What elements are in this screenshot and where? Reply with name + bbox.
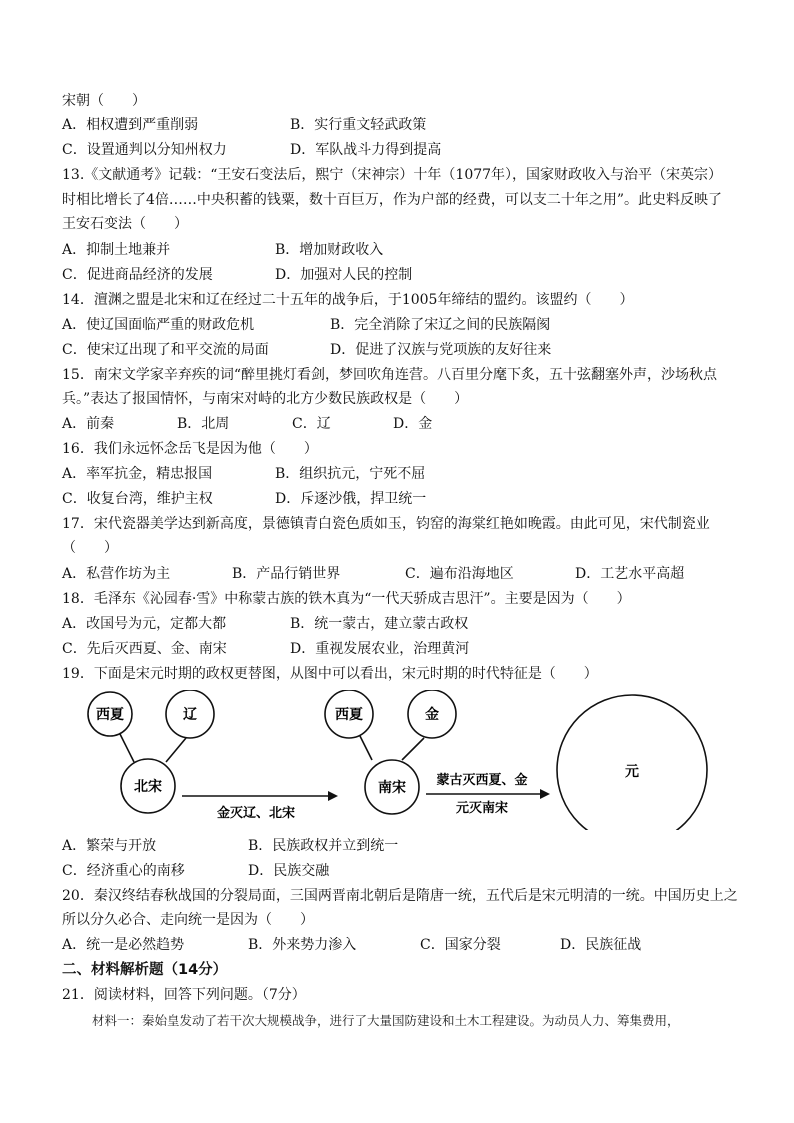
q20-option-b: B．外来势力渗入 [248,937,357,953]
q17-option-c: C．遍布沿海地区 [405,566,514,582]
q18-option-a: A．改国号为元，定都大都 [62,616,227,632]
q15-option-b: B．北周 [177,416,230,432]
q19-option-a: A．繁荣与开放 [62,838,157,854]
q12-option-a: A．相权遭到严重削弱 [62,117,199,133]
q14-option-c: C．使宋辽出现了和平交流的局面 [62,342,269,358]
dynasty-succession-diagram [62,690,742,830]
q17-line-1: 17．宋代瓷器美学达到新高度，景德镇青白瓷色质如玉，钧窑的海棠红艳如晚霞。由此可见，宋代制瓷业 [62,516,710,532]
q12-tail: 宋朝（ ） [62,93,146,109]
connector-xixia-beisong [120,734,134,762]
q19-stem: 19．下面是宋元时期的政权更替图，从图中可以看出，宋元时期的时代特征是（ ） [62,666,598,682]
q17-option-d: D．工艺水平高超 [575,566,685,582]
q15-line-2: 兵。”表达了报国情怀，与南宋对峙的北方少数民族政权是（ ） [62,391,469,407]
q13-option-b: B．增加财政收入 [275,242,384,258]
q13-line-2: 时相比增长了4倍……中央积蓄的钱粟，数十百巨万，作为户部的经费，可以支二十年之用”。此史料反映了 [62,192,723,208]
q18-option-c: C．先后灭西夏、金、南宋 [62,641,227,657]
q16-option-a: A．率军抗金，精忠报国 [62,466,213,482]
q12-option-d: D．军队战斗力得到提高 [290,142,442,158]
q13-line-3: 王安石变法（ ） [62,216,188,232]
q14-option-d: D．促进了汉族与党项族的友好往来 [330,342,552,358]
q14-option-b: B．完全消除了宋辽之间的民族隔阂 [330,317,551,333]
label-nansong: 南宋 [378,780,406,796]
q17-option-a: A．私营作坊为主 [62,566,171,582]
label-jin: 金 [425,707,439,723]
section-2-heading: 二、材料解析题（14分） [62,962,228,978]
dynasty-diagram-svg [62,690,742,830]
q20-option-c: C．国家分裂 [420,937,501,953]
label-beisong: 北宋 [134,779,162,795]
q14-option-a: A．使辽国面临严重的财政危机 [62,317,255,333]
material-1-text: 材料一：秦始皇发动了若干次大规模战争，进行了大量国防建设和土木工程建设。为动员人力、筹集费用， [92,1013,680,1028]
label-arrow-1: 金灭辽、北宋 [216,806,296,821]
q20-line-2: 所以分久必合、走向统一是因为（ ） [62,912,314,928]
circle-yuan [557,695,707,830]
label-liao: 辽 [183,707,197,723]
q13-option-d: D．加强对人民的控制 [275,267,413,283]
q13-option-c: C．促进商品经济的发展 [62,267,213,283]
q12-option-b: B．实行重文轻武政策 [290,117,427,133]
connector-jin-nansong [402,738,424,760]
q16-option-b: B．组织抗元，宁死不屈 [275,466,426,482]
label-xixia-2: 西夏 [335,707,363,723]
q20-option-a: A．统一是必然趋势 [62,937,185,953]
q20-option-d: D．民族征战 [560,937,642,953]
q21-stem: 21．阅读材料，回答下列问题。（7分） [62,987,306,1003]
q16-option-d: D．斥逐沙俄，捍卫统一 [275,491,427,507]
q18-option-b: B．统一蒙古，建立蒙古政权 [290,616,469,632]
q19-option-c: C．经济重心的南移 [62,863,185,879]
q17-option-b: B．产品行销世界 [232,566,341,582]
q13-option-a: A．抑制土地兼并 [62,242,171,258]
label-arrow-2-bottom: 元灭南宋 [455,801,509,816]
arrow-1-head [328,791,338,801]
q16-stem: 16．我们永远怀念岳飞是因为他（ ） [62,441,318,457]
q19-option-b: B．民族政权并立到统一 [248,838,399,854]
q15-line-1: 15．南宋文学家辛弃疾的词“醉里挑灯看剑，梦回吹角连营。八百里分麾下炙，五十弦翻塞外声，沙场秋点 [62,367,717,383]
q13-line-1: 13.《文献通考》记载：“王安石变法后，熙宁（宋神宗）十年（1077年），国家财政收入与治平（宋英宗） [62,167,723,183]
q14-stem: 14．澶渊之盟是北宋和辽在经过二十五年的战争后，于1005年缔结的盟约。该盟约（ ） [62,292,634,308]
q19-option-d: D．民族交融 [248,863,330,879]
q15-option-a: A．前秦 [62,416,115,432]
arrow-2-head [540,789,550,799]
q15-option-d: D．金 [393,416,433,432]
label-xixia-1: 西夏 [96,707,124,723]
connector-xixia-nansong [360,736,372,760]
connector-liao-beisong [166,738,186,762]
q15-option-c: C．辽 [292,416,331,432]
q20-line-1: 20．秦汉终结春秋战国的分裂局面，三国两晋南北朝后是隋唐一统，五代后是宋元明清的一统。中国历史上之 [62,888,738,904]
q16-option-c: C．收复台湾，维护主权 [62,491,213,507]
q17-line-2: （ ） [62,540,118,556]
label-yuan: 元 [625,764,639,780]
q18-option-d: D．重视发展农业，治理黄河 [290,641,470,657]
label-arrow-2-top: 蒙古灭西夏、金 [436,773,528,788]
q12-option-c: C．设置通判以分知州权力 [62,142,227,158]
q18-stem: 18．毛泽东《沁园春·雪》中称蒙古族的铁木真为“一代天骄成吉思汗”。主要是因为（ ） [62,591,631,607]
